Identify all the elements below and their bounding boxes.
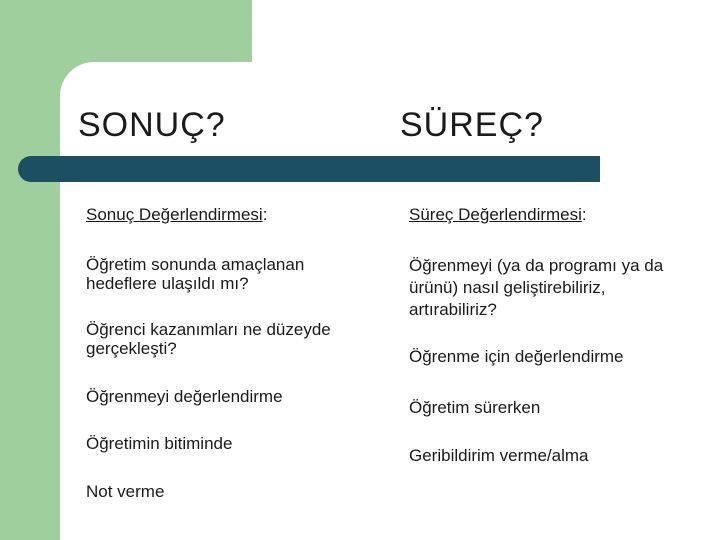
title-sonuc: SONUÇ? (78, 106, 226, 144)
left-item: Öğretimin bitiminde (86, 434, 233, 453)
left-header (86, 205, 366, 224)
right-item: Öğretim sürerken (409, 398, 541, 417)
left-item: Not verme (86, 482, 165, 501)
left-item: Öğrenmeyi değerlendirme (86, 387, 283, 406)
right-header-text: Süreç Değerlendirmesi (409, 205, 582, 224)
left-column (86, 205, 366, 501)
right-item: Öğrenmeyi (ya da programı ya da ürünü) nasıl geliştirebiliriz, artırabiliriz? (409, 256, 664, 319)
left-header-text: Sonuç Değerlendirmesi (86, 205, 263, 224)
title-surec: SÜREÇ? (400, 106, 544, 144)
left-item: Öğretim sonunda amaçlanan hedeflere ulaşıldı mı? (86, 255, 305, 293)
left-item: Öğrenci kazanımları ne düzeyde gerçekleşti? (86, 320, 331, 358)
right-header-colon: : (581, 205, 587, 224)
right-item: Öğrenme için değerlendirme (409, 347, 624, 366)
right-column (409, 205, 679, 465)
title-divider-bar (18, 156, 600, 182)
left-header-colon: : (262, 205, 268, 224)
right-item: Geribildirim verme/alma (409, 446, 589, 465)
right-header (409, 205, 679, 224)
